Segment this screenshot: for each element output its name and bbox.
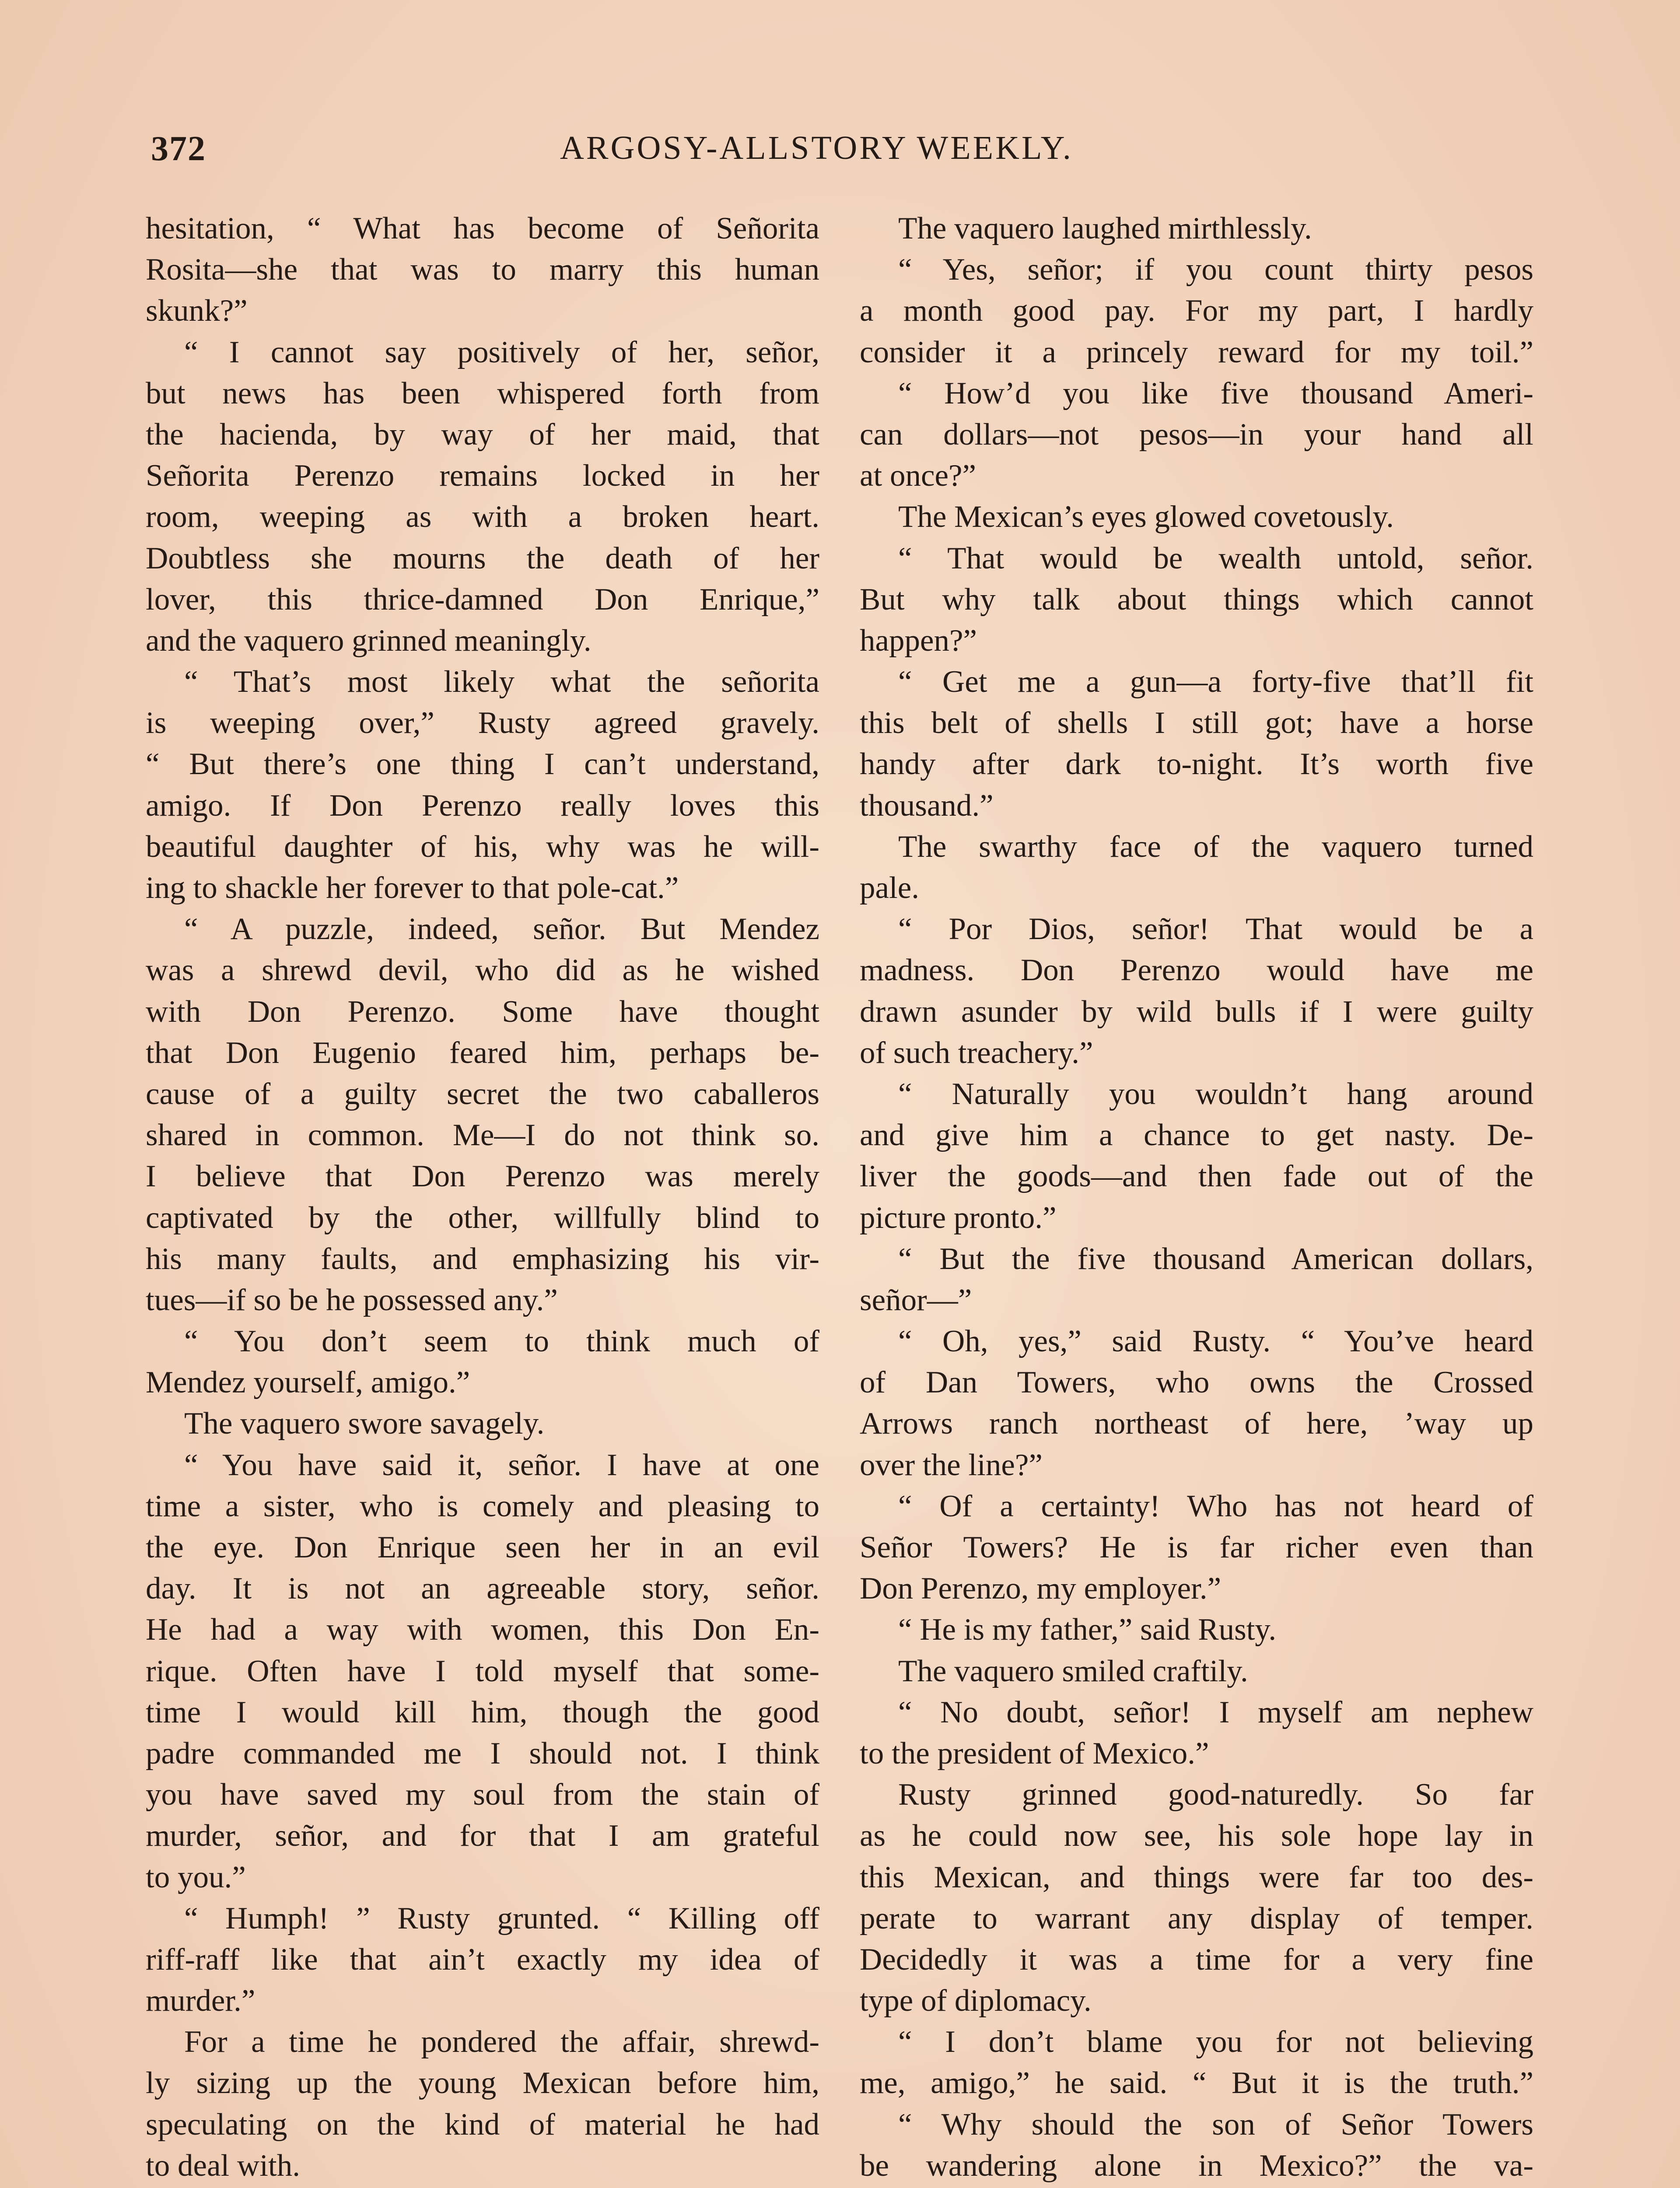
text-line: his many faults, and emphasizing his vir- <box>146 1241 819 1276</box>
text-line: “ Yes, señor; if you count thirty pesos <box>898 252 1533 287</box>
text-line: is weeping over,” Rusty agreed gravely. <box>146 706 819 740</box>
text-line: the hacienda, by way of her maid, that <box>146 417 819 452</box>
text-line: liver the goods—and then fade out of the <box>860 1159 1533 1194</box>
text-line: For a time he pondered the affair, shrewd- <box>184 2025 819 2059</box>
text-line: consider it a princely reward for my toil.” <box>860 335 1533 369</box>
text-line: “ I don’t blame you for not believing <box>898 2025 1533 2059</box>
text-line: “ Naturally you wouldn’t hang around <box>898 1076 1533 1111</box>
text-line: at once?” <box>860 459 976 493</box>
text-line: the eye. Don Enrique seen her in an evil <box>146 1530 819 1564</box>
text-line: “ How’d you like five thousand Ameri- <box>898 376 1533 410</box>
text-line: Doubtless she mourns the death of her <box>146 541 819 575</box>
text-line: perate to warrant any display of temper. <box>860 1901 1533 1936</box>
text-line: day. It is not an agreeable story, señor. <box>146 1571 819 1606</box>
text-line <box>860 2186 1533 2188</box>
text-line: Rusty grinned good-naturedly. So far <box>898 1778 1533 1812</box>
text-line: picture pronto.” <box>860 1200 1057 1235</box>
text-line: madness. Don Perenzo would have me <box>860 953 1533 988</box>
text-line: this Mexican, and things were far too des- <box>860 1860 1533 1894</box>
text-line: “ Por Dios, señor! That would be a <box>898 912 1533 947</box>
text-line: to you.” <box>146 1860 246 1894</box>
text-line: Señor Towers? He is far richer even than <box>860 1530 1533 1564</box>
text-line: and give him a chance to get nasty. De- <box>860 1118 1533 1153</box>
text-line: The vaquero laughed mirthlessly. <box>898 211 1312 245</box>
text-line: cause of a guilty secret the two caballeros <box>146 1076 819 1111</box>
text-column-right <box>860 208 1533 2188</box>
text-line: Decidedly it was a time for a very fine <box>860 1942 1533 1977</box>
text-line: handy after dark to-night. It’s worth five <box>860 747 1533 782</box>
text-line: “ Why should the son of Señor Towers <box>898 2107 1533 2142</box>
text-line: thousand.” <box>860 788 994 823</box>
text-line: me, amigo,” he said. “ But it is the truth.” <box>860 2066 1533 2100</box>
text-line: But why talk about things which cannot <box>860 582 1533 617</box>
text-line: drawn asunder by wild bulls if I were guilty <box>860 994 1533 1029</box>
text-line: He had a way with women, this Don En- <box>146 1613 819 1647</box>
text-line: beautiful daughter of his, why was he will- <box>146 829 819 864</box>
running-title: ARGOSY-ALLSTORY WEEKLY. <box>560 130 1073 166</box>
text-line: to the president of Mexico.” <box>860 1736 1209 1771</box>
text-line: “ A puzzle, indeed, señor. But Mendez <box>184 912 819 947</box>
text-line: señor—” <box>860 1283 972 1317</box>
text-line: of Dan Towers, who owns the Crossed <box>860 1365 1533 1400</box>
text-column-left <box>146 208 819 2188</box>
page-number: 372 <box>151 130 206 168</box>
text-line: pale. <box>860 871 920 905</box>
text-line: Don Perenzo, my employer.” <box>860 1571 1222 1606</box>
text-line: amigo. If Don Perenzo really loves this <box>146 788 819 823</box>
text-line: “ That would be wealth untold, señor. <box>898 541 1533 575</box>
text-line: and the vaquero grinned meaningly. <box>146 623 592 658</box>
text-line: captivated by the other, willfully blind to <box>146 1200 819 1235</box>
text-line <box>146 2186 819 2188</box>
text-line: I believe that Don Perenzo was merely <box>146 1159 819 1194</box>
text-line: padre commanded me I should not. I think <box>146 1736 819 1771</box>
text-line: The swarthy face of the vaquero turned <box>898 829 1533 864</box>
text-line: skunk?” <box>146 294 248 328</box>
text-line: “ Humph! ” Rusty grunted. “ Killing off <box>184 1901 819 1936</box>
text-line: murder, señor, and for that I am grateful <box>146 1819 819 1853</box>
text-line: but news has been whispered forth from <box>146 376 819 410</box>
text-line: a month good pay. For my part, I hardly <box>860 294 1533 328</box>
text-line: “ Get me a gun—a forty-five that’ll fit <box>898 665 1533 699</box>
text-line: “ Of a certainty! Who has not heard of <box>898 1489 1533 1523</box>
text-line: be wandering alone in Mexico?” the va- <box>860 2148 1533 2183</box>
text-line: shared in common. Me—I do not think so. <box>146 1118 819 1153</box>
text-line: “ Oh, yes,” said Rusty. “ You’ve heard <box>898 1324 1533 1359</box>
text-line: The vaquero swore savagely. <box>184 1406 545 1441</box>
text-line: ly sizing up the young Mexican before him, <box>146 2066 819 2100</box>
text-line: hesitation, “ What has become of Señorita <box>146 211 819 245</box>
text-line: can dollars—not pesos—in your hand all <box>860 417 1533 452</box>
text-line: to deal with. <box>146 2148 300 2183</box>
text-line: The vaquero smiled craftily. <box>898 1654 1248 1688</box>
text-line: time a sister, who is comely and pleasing to <box>146 1489 819 1523</box>
text-line: Mendez yourself, amigo.” <box>146 1365 470 1400</box>
text-line: “ You don’t seem to think much of <box>184 1324 819 1359</box>
text-line: as he could now see, his sole hope lay in <box>860 1819 1533 1853</box>
text-line: type of diplomacy. <box>860 1984 1092 2018</box>
text-line: ing to shackle her forever to that pole-cat.” <box>146 871 679 905</box>
text-line: with Don Perenzo. Some have thought <box>146 994 819 1029</box>
text-line: “ I cannot say positively of her, señor, <box>184 335 819 369</box>
text-line: “ That’s most likely what the señorita <box>184 665 819 699</box>
text-line: “ No doubt, señor! I myself am nephew <box>898 1695 1533 1729</box>
text-line: The Mexican’s eyes glowed covetously. <box>898 500 1394 534</box>
text-line: “ You have said it, señor. I have at one <box>184 1448 819 1482</box>
text-line: was a shrewd devil, who did as he wished <box>146 953 819 988</box>
page-header <box>0 129 1680 182</box>
text-line: “ But there’s one thing I can’t understand, <box>146 747 819 782</box>
text-line: murder.” <box>146 1984 256 2018</box>
text-line: riff-raff like that ain’t exactly my idea of <box>146 1942 819 1977</box>
text-line: “ But the five thousand American dollars, <box>898 1241 1533 1276</box>
text-line: you have saved my soul from the stain of <box>146 1778 819 1812</box>
text-line: lover, this thrice-damned Don Enrique,” <box>146 582 819 617</box>
text-line: that Don Eugenio feared him, perhaps be- <box>146 1035 819 1070</box>
text-line: over the line?” <box>860 1448 1043 1482</box>
text-line: time I would kill him, though the good <box>146 1695 819 1729</box>
text-line: Señorita Perenzo remains locked in her <box>146 459 819 493</box>
text-line: rique. Often have I told myself that some- <box>146 1654 819 1688</box>
text-line: happen?” <box>860 623 977 658</box>
text-line: room, weeping as with a broken heart. <box>146 500 819 534</box>
text-line: Arrows ranch northeast of here, ’way up <box>860 1406 1533 1441</box>
text-line: of such treachery.” <box>860 1035 1093 1070</box>
text-line: Rosita—she that was to marry this human <box>146 252 819 287</box>
text-line: “ He is my father,” said Rusty. <box>898 1613 1277 1647</box>
text-line: tues—if so be he possessed any.” <box>146 1283 558 1317</box>
text-line: this belt of shells I still got; have a horse <box>860 706 1533 740</box>
text-line: speculating on the kind of material he had <box>146 2107 819 2142</box>
